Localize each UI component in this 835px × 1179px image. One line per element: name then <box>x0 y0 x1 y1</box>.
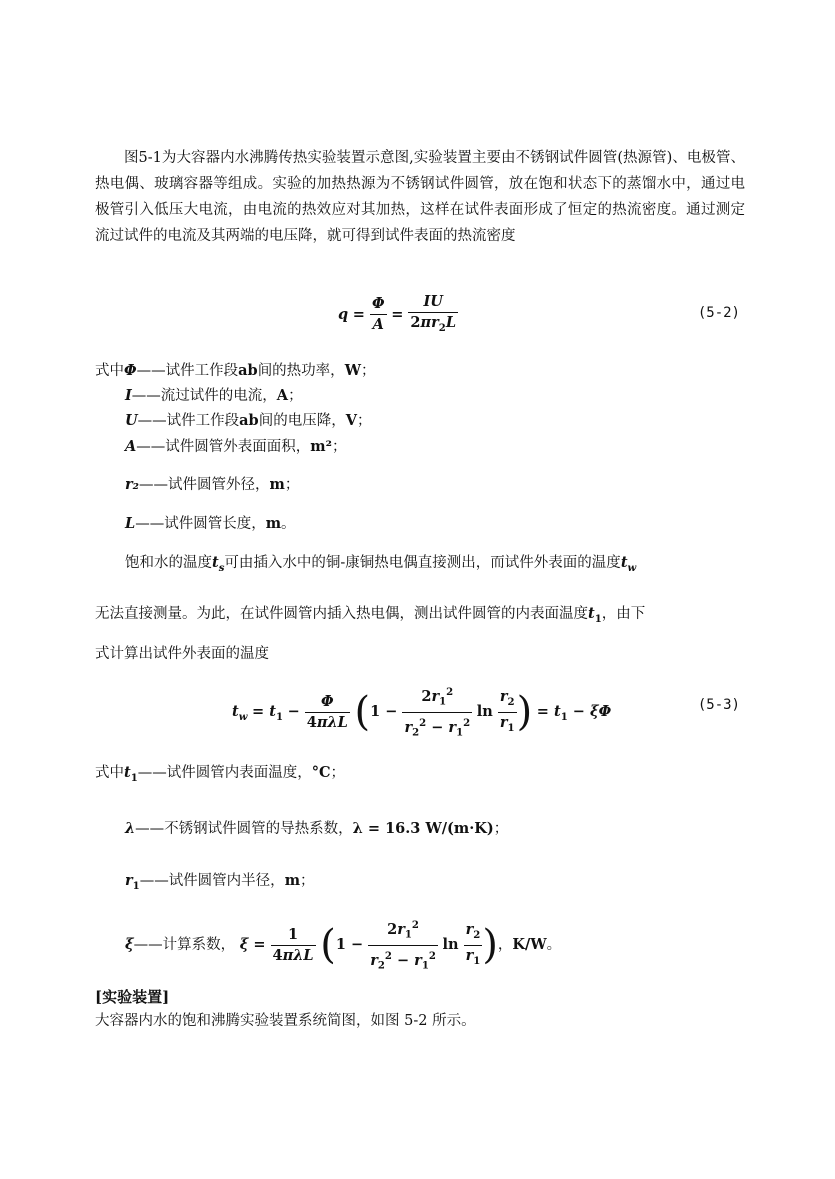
para2-line1: 饱和水的温度$t_s$可由插入水中的铜-康铜热电偶直接测出，而试件外表面的温度$t_w$ <box>125 554 637 574</box>
para2-line3: 式计算出试件外表面的温度 <box>95 646 269 662</box>
def-A: A——试件圆管外表面面积，m²； <box>125 438 347 455</box>
section-text: 大容器内水的饱和沸腾实验装置系统简图，如图 5-2 所示。 <box>95 1013 476 1029</box>
def-lambda: λ——不锈钢试件圆管的导热系数，λ = 16.3 W/(m·K)； <box>125 820 509 837</box>
equation-number-5-3: (5-3) <box>697 697 740 713</box>
def-t1: 式中$t_1——$试件圆管内表面温度，°C； <box>95 764 346 784</box>
def-I: I——流过试件的电流，A； <box>125 387 303 404</box>
equation-number-5-2: (5-2) <box>697 305 740 321</box>
def-r1: $r_1——$试件圆管内半径，m； <box>125 872 315 892</box>
intro-text: 图5-1为大容器内水沸腾传热实验装置示意图,实验装置主要由不锈钢试件圆管(热源管)、电极管、热电偶、玻璃容器等组成。实验的加热热源为不锈钢试件圆管，放在饱和状态下的蒸馏水中，通过电极管引入低压大电流，由电流的热效应对其加热，这样在试件表面形成了恒定的热流密度。通过测定流过试件的电流及其两端的电压降，就可得到试件表面的热流密度 <box>95 150 745 244</box>
para2-line2: 无法直接测量。为此，在试件圆管内插入热电偶，测出试件圆管的内表面温度$t_1$，由下 <box>95 605 646 625</box>
def-L: L——试件圆管长度，m。 <box>125 515 296 532</box>
intro-paragraph <box>95 145 745 249</box>
def-phi: 式中Φ——试件工作段ab间的热功率，W； <box>95 362 376 379</box>
equation-5-2: q = $\frac{\Phi}{A}$ = $\frac{IU}{2\pi r_2L}$ <box>338 293 457 334</box>
def-r2: r₂——试件圆管外径，m； <box>125 476 300 493</box>
def-xi: ξ——计算系数， ξ = $\frac{1}{\text{4πλL}}$ (1 − $\frac{2r_1^2}{r_2^2 - r_1^2}$ ln $\frac{r_2}{r_1}$ )，K/W。 <box>125 915 561 975</box>
def-U: U——试件工作段ab间的电压降，V； <box>125 412 372 429</box>
section-heading: [实验装置] <box>95 988 170 1006</box>
equation-5-3: $t_w = t_1$ − $\frac{\Phi}{\text{4πλL}}$ (1 − $\frac{2r_1^2}{r_2^2 - r_1^2}$ ln $\frac{r_2}{r_1}$ ) = $t_1 - \xi\Phi$ <box>232 682 611 742</box>
